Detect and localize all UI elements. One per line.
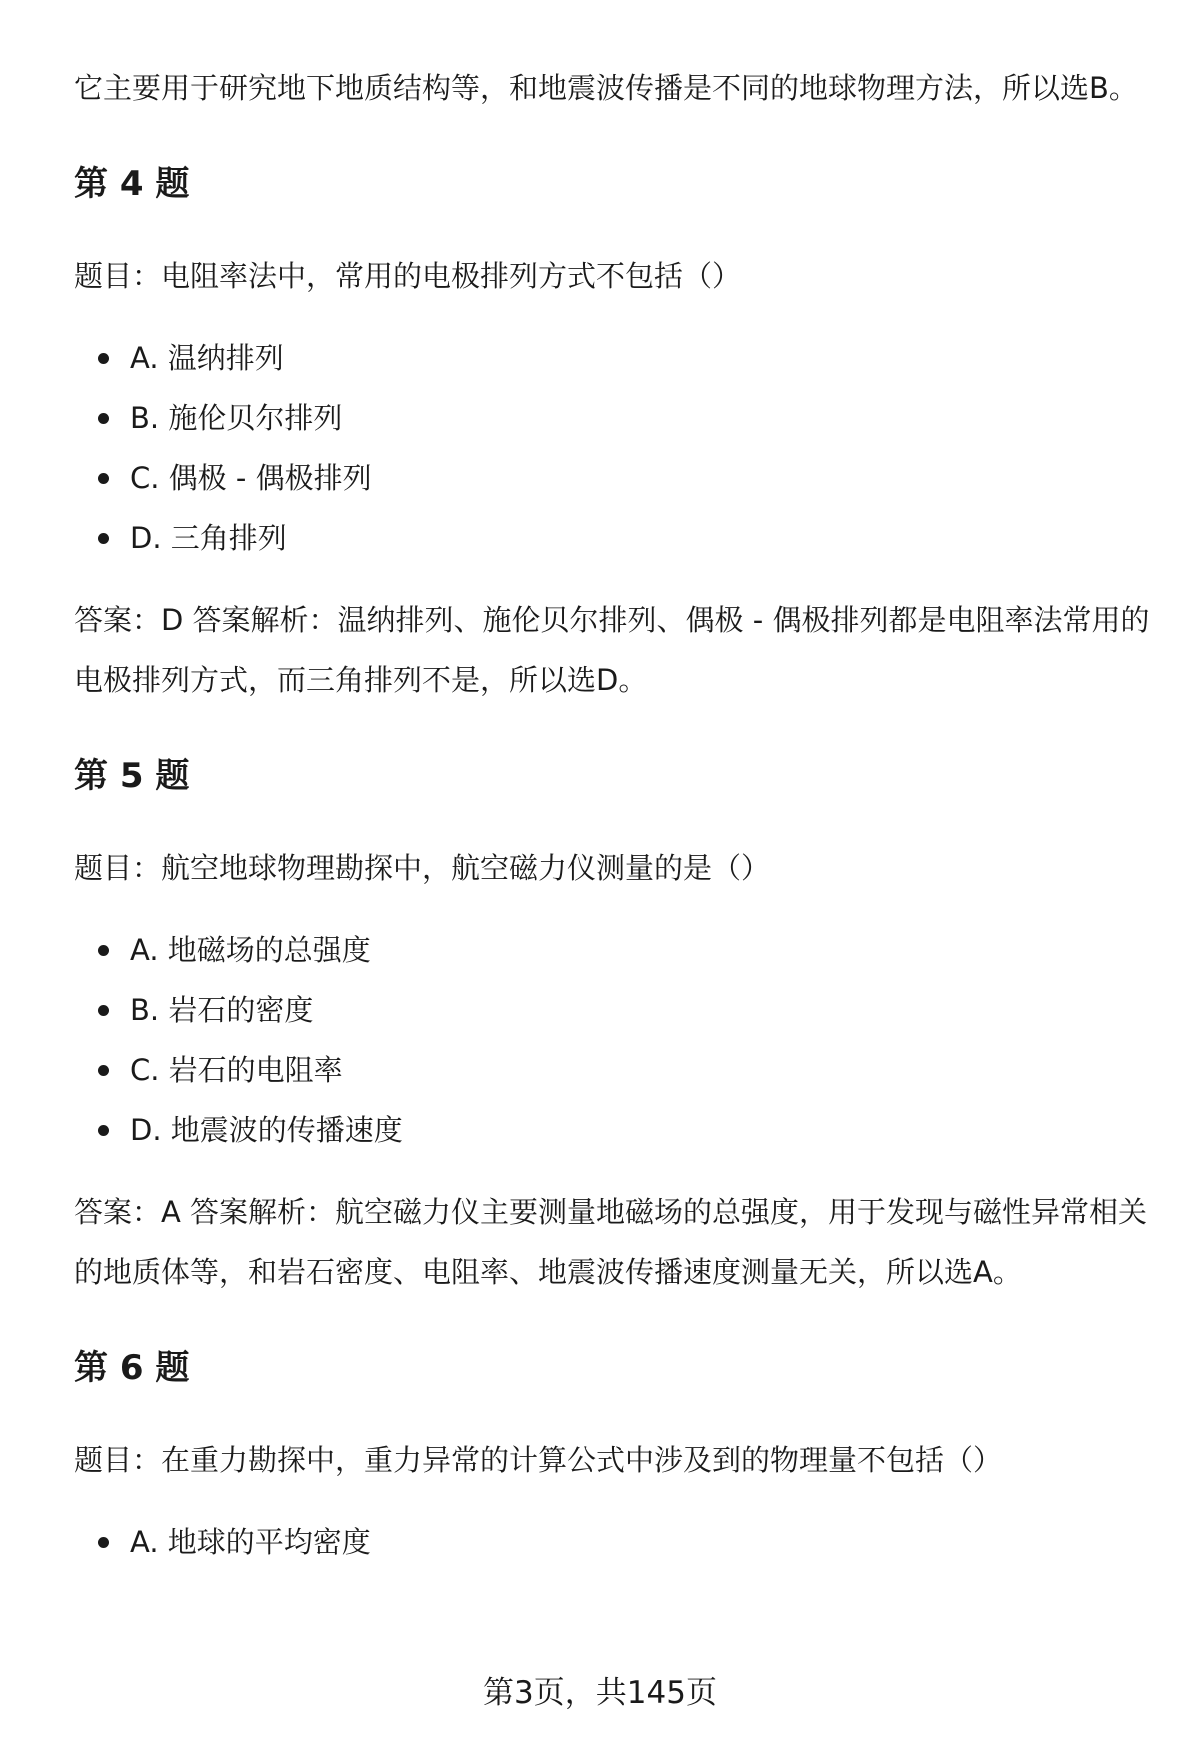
option-a <box>74 920 1154 980</box>
option-label: C. 偶极 - 偶极排列 <box>130 461 372 495</box>
question-5-heading: 第 5 题 <box>74 756 190 796</box>
option-label: C. 岩石的电阻率 <box>130 1053 343 1087</box>
option-a <box>74 1512 1154 1572</box>
option-a <box>74 328 1154 388</box>
option-d <box>74 1100 1154 1160</box>
bullet-icon <box>98 1065 109 1076</box>
question-6-text: 题目：在重力勘探中，重力异常的计算公式中涉及到的物理量不包括（） <box>74 1443 1003 1477</box>
bullet-icon <box>98 413 109 424</box>
page-number-footer: 第3页，共145页 <box>483 1675 717 1711</box>
question-4-heading: 第 4 题 <box>74 164 190 204</box>
bullet-icon <box>98 473 109 484</box>
document-page <box>74 58 1154 1572</box>
question-4-options <box>74 328 1154 568</box>
option-label: D. 地震波的传播速度 <box>130 1113 403 1147</box>
option-d <box>74 508 1154 568</box>
option-label: A. 地球的平均密度 <box>130 1525 371 1559</box>
option-b <box>74 980 1154 1040</box>
question-5-options <box>74 920 1154 1160</box>
bullet-icon <box>98 1005 109 1016</box>
intro-paragraph: 它主要用于研究地下地质结构等，和地震波传播是不同的地球物理方法，所以选B。 <box>74 71 1138 105</box>
question-6-heading: 第 6 题 <box>74 1348 190 1388</box>
bullet-icon <box>98 945 109 956</box>
question-6-options <box>74 1512 1154 1572</box>
question-4-answer: 答案：D 答案解析：温纳排列、施伦贝尔排列、偶极 - 偶极排列都是电阻率法常用的电极排列方式，而三角排列不是，所以选D。 <box>74 603 1150 697</box>
option-c <box>74 1040 1154 1100</box>
question-5-text: 题目：航空地球物理勘探中，航空磁力仪测量的是（） <box>74 851 771 885</box>
option-label: B. 施伦贝尔排列 <box>130 401 343 435</box>
option-b <box>74 388 1154 448</box>
bullet-icon <box>98 353 109 364</box>
option-label: A. 地磁场的总强度 <box>130 933 371 967</box>
bullet-icon <box>98 533 109 544</box>
question-4-text: 题目：电阻率法中，常用的电极排列方式不包括（） <box>74 259 742 293</box>
bullet-icon <box>98 1537 109 1548</box>
option-label: B. 岩石的密度 <box>130 993 314 1027</box>
question-5-answer: 答案：A 答案解析：航空磁力仪主要测量地磁场的总强度，用于发现与磁性异常相关的地质体等，和岩石密度、电阻率、地震波传播速度测量无关，所以选A。 <box>74 1195 1148 1289</box>
bullet-icon <box>98 1125 109 1136</box>
option-c <box>74 448 1154 508</box>
option-label: A. 温纳排列 <box>130 341 284 375</box>
option-label: D. 三角排列 <box>130 521 287 555</box>
